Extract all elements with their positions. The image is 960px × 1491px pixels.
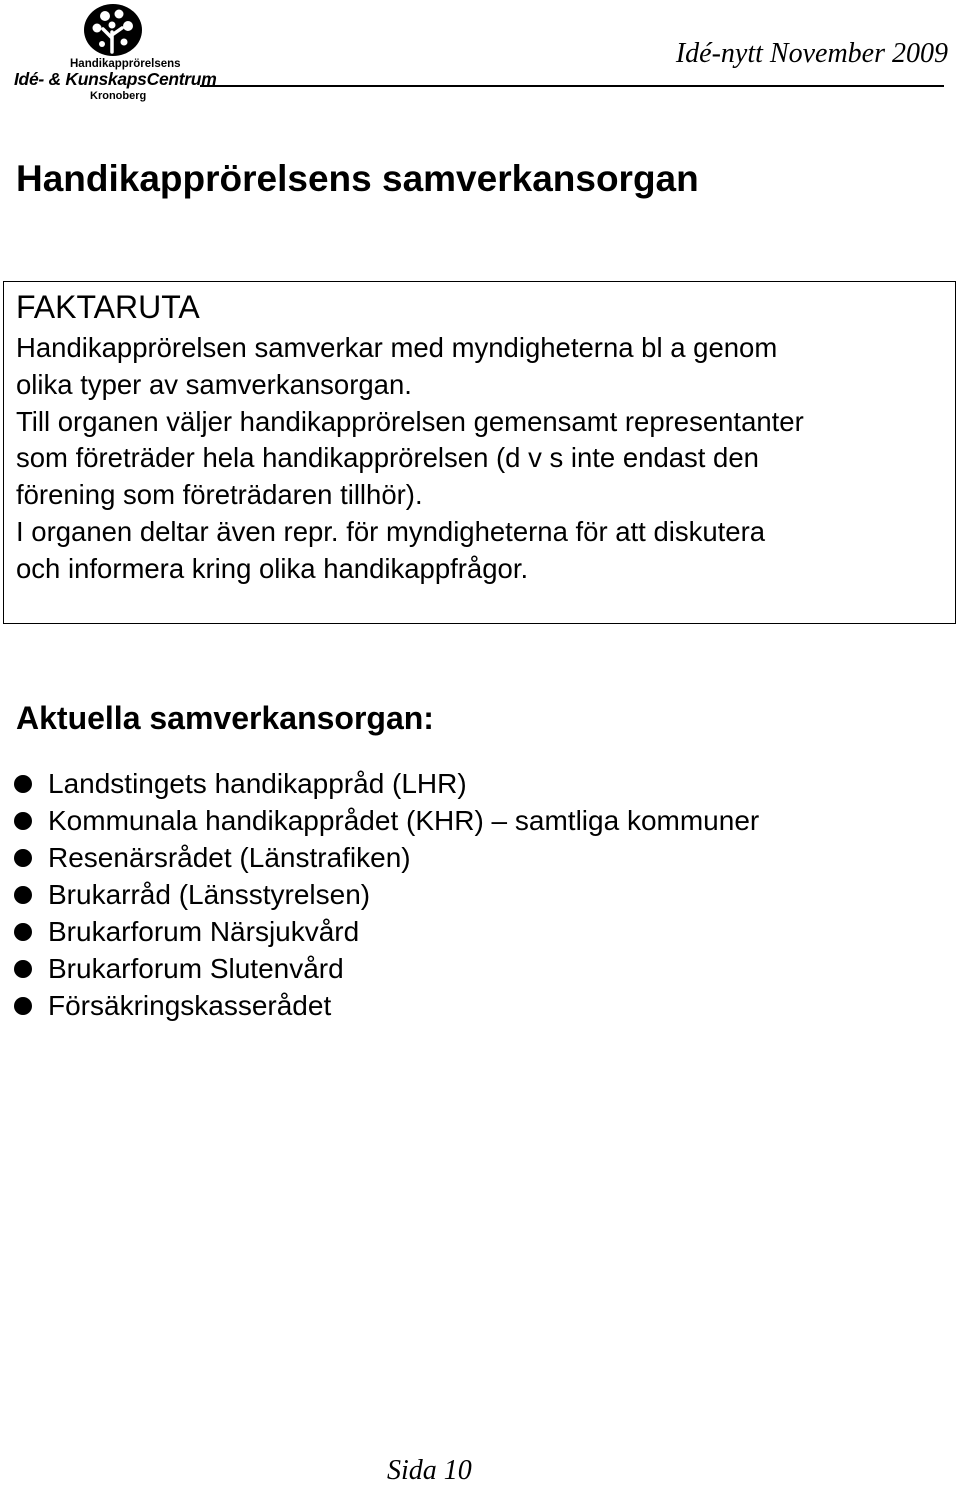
- fact-box-line: I organen deltar även repr. för myndigheterna för att diskutera: [16, 515, 766, 547]
- list-item: [14, 913, 759, 950]
- issue-title: Idé-nytt November 2009: [675, 38, 948, 69]
- fact-box-line: Handikapprörelsen samverkar med myndigheterna bl a genom: [16, 332, 778, 363]
- list-item: [14, 802, 759, 839]
- header-divider: [200, 85, 944, 87]
- bullet-icon: [14, 812, 32, 830]
- fact-box-line: som företräder hela handikapprörelsen (d v s inte endast den: [16, 442, 759, 474]
- list-item: [14, 876, 759, 913]
- list-item: [14, 987, 759, 1024]
- page-title: Handikapprörelsens samverkansorgan: [16, 158, 699, 199]
- fact-box-line: olika typer av samverkansorgan.: [16, 368, 412, 400]
- bullet-icon: [14, 775, 32, 793]
- list-item-label: Landstingets handikappråd (LHR): [48, 767, 467, 799]
- bullet-icon: [14, 997, 32, 1015]
- list-item-label: Brukarforum Slutenvård: [48, 952, 344, 984]
- section-heading: Aktuella samverkansorgan:: [16, 700, 434, 736]
- list-item-label: Resenärsrådet (Länstrafiken): [48, 841, 411, 873]
- bullet-icon: [14, 849, 32, 867]
- list-item-label: Försäkringskasserådet: [48, 989, 332, 1021]
- bullet-icon: [14, 960, 32, 978]
- logo-text-line3: Kronoberg: [90, 90, 147, 102]
- fact-box-line: Till organen väljer handikapprörelsen gemensamt representanter: [16, 405, 804, 437]
- bullet-icon: [14, 923, 32, 941]
- fact-box-heading: FAKTARUTA: [16, 289, 200, 325]
- organ-list: [14, 765, 759, 1024]
- list-item: [14, 950, 759, 987]
- list-item: [14, 839, 759, 876]
- page-number: Sida 10: [387, 1455, 472, 1486]
- list-item-label: Brukarforum Närsjukvård: [48, 915, 360, 947]
- list-item: [14, 765, 759, 802]
- fact-box-line: förening som företrädaren tillhör).: [16, 479, 423, 511]
- organization-logo: [10, 2, 217, 102]
- fact-box-line: och informera kring olika handikappfrågor.: [16, 552, 529, 584]
- logo-text-line2: Idé- & KunskapsCentrum: [14, 69, 217, 89]
- tree-logo-icon: [82, 2, 144, 58]
- list-item-label: Kommunala handikapprådet (KHR) – samtliga kommuner: [48, 804, 760, 836]
- bullet-icon: [14, 886, 32, 904]
- list-item-label: Brukarråd (Länsstyrelsen): [48, 878, 371, 910]
- logo-text-line1: Handikapprörelsens: [70, 58, 181, 70]
- fact-box: [3, 281, 956, 624]
- fact-box-text: [16, 330, 946, 588]
